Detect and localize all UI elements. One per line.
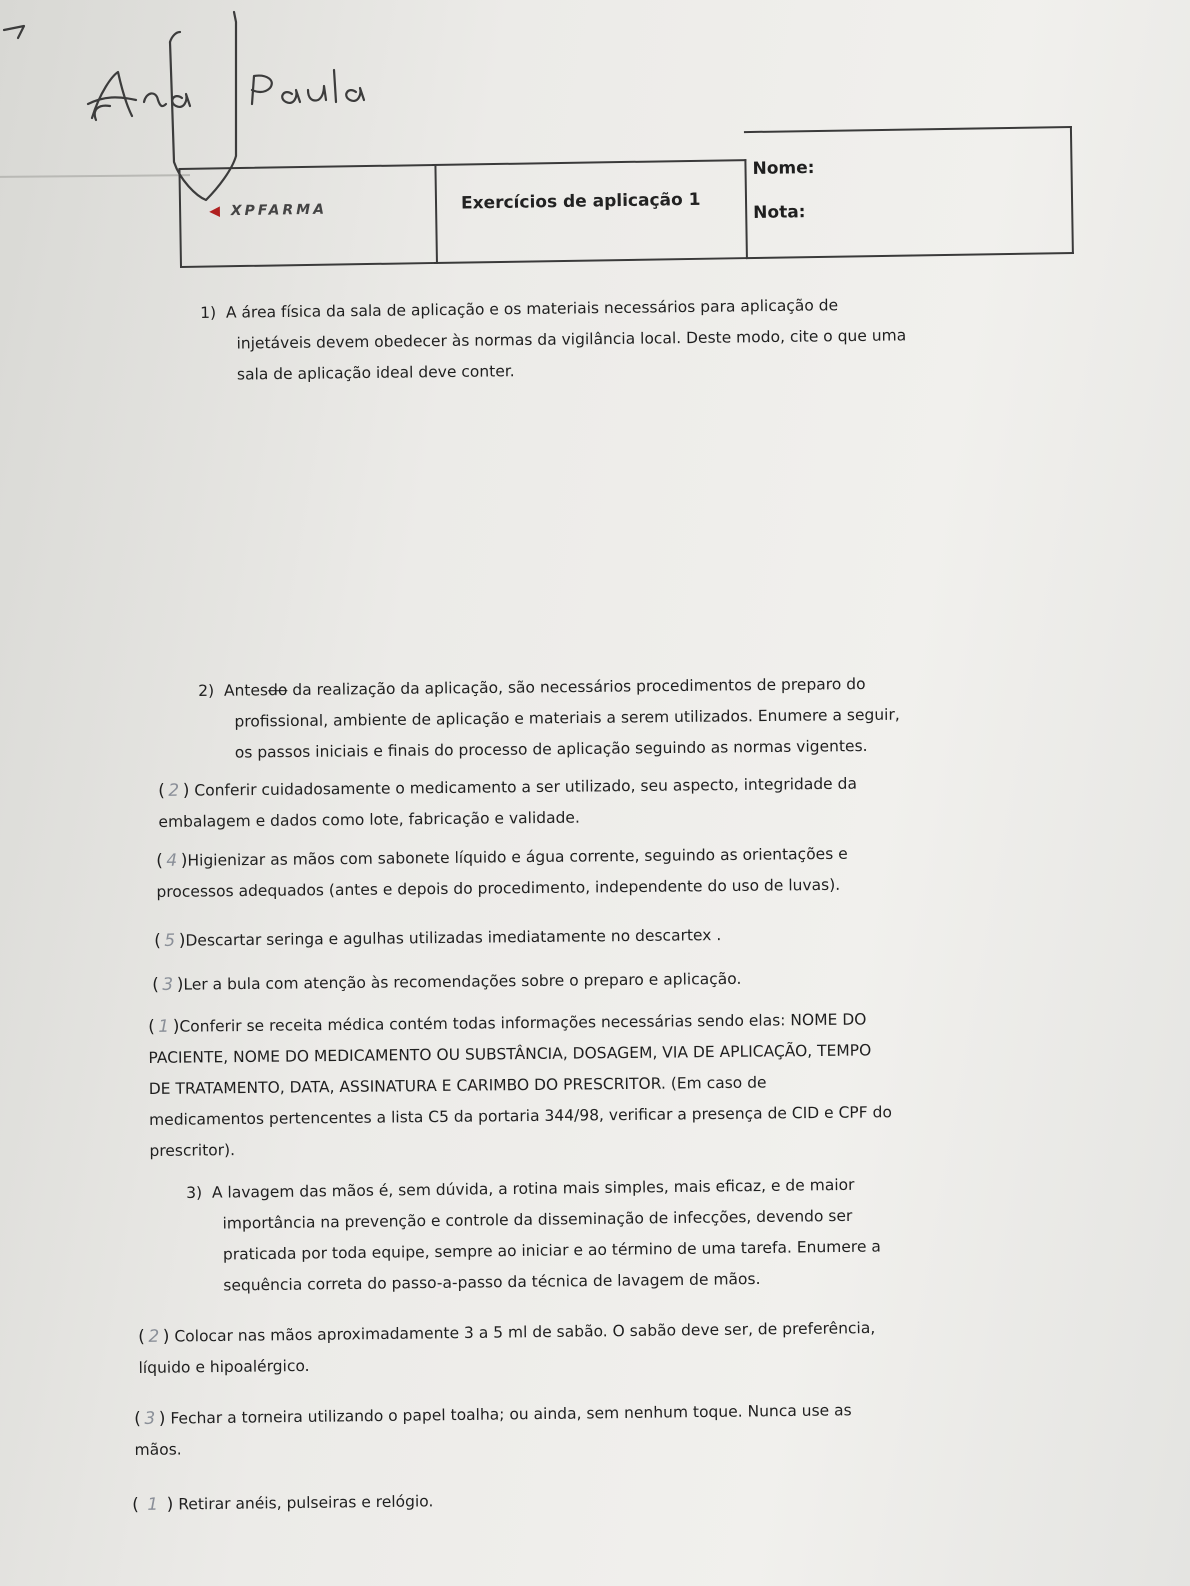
header-meta-cell [744, 126, 1074, 259]
question-2-line-1-rest: da realização da aplicação, são necessários procedimentos de preparo do [292, 675, 866, 700]
q2-item-2-open: ( [156, 850, 163, 871]
q3-item-3-line-1: Retirar anéis, pulseiras e relógio. [178, 1492, 434, 1514]
q2-item-2 [156, 839, 848, 908]
q3-item-2 [134, 1395, 852, 1466]
q2-item-4 [152, 964, 741, 1001]
q2-item-4-close: ) [176, 974, 184, 995]
question-3-line-1: A lavagem das mãos é, sem dúvida, a rotina mais simples, mais eficaz, e de maior [211, 1175, 855, 1202]
q2-item-5-line-4: medicamentos pertencentes a lista C5 da portaria 344/98, verificar a presença de CID e CPF do [149, 1103, 892, 1129]
q3-item-2-open: ( [134, 1408, 141, 1429]
q3-item-3-open: ( [132, 1494, 139, 1515]
q2-item-3-answer: 5 [164, 930, 176, 951]
q3-item-1-answer: 2 [148, 1326, 160, 1347]
q2-item-1-close: ) [182, 780, 190, 801]
q2-item-4-open: ( [152, 974, 159, 995]
question-3-line-4: sequência correta do passo-a-passo da técnica de lavagem de mãos. [223, 1269, 761, 1295]
question-1-line-1: A área física da sala de aplicação e os materiais necessários para aplicação de [225, 296, 839, 322]
worksheet-title: Exercícios de aplicação 1 [460, 189, 701, 214]
q2-item-1-open: ( [158, 780, 165, 801]
q2-item-2-line-1: Higienizar as mãos com sabonete líquido e água corrente, seguindo as orientações e [187, 844, 848, 870]
header-title-cell [432, 159, 748, 264]
logo-text: XPFARMA [230, 201, 328, 220]
q2-item-1-answer: 2 [168, 780, 180, 801]
q3-item-1-line-1: Colocar nas mãos aproximadamente 3 a 5 ml de sabão. O sabão deve ser, de preferência, [174, 1318, 876, 1346]
q2-item-4-line-1: Ler a bula com atenção às recomendações sobre o preparo e aplicação. [183, 969, 742, 994]
q2-item-5-close: ) [172, 1016, 180, 1037]
header-logo-cell [178, 164, 438, 268]
q2-item-2-answer: 4 [166, 850, 178, 871]
q3-item-1-line-2: líquido e hipoalérgico. [138, 1356, 310, 1377]
q2-item-5-answer: 1 [158, 1016, 170, 1037]
q2-item-4-answer: 3 [162, 974, 174, 995]
q3-item-2-answer: 3 [144, 1408, 156, 1429]
q2-item-5-line-5: prescritor). [149, 1141, 236, 1160]
q3-item-3-answer: 1 [147, 1494, 159, 1515]
q2-item-3-line-1: Descartar seringa e agulhas utilizadas imediatamente no descartex . [185, 926, 722, 950]
q2-item-5 [148, 1004, 892, 1167]
q3-item-3 [132, 1486, 434, 1521]
q2-item-1 [158, 769, 857, 838]
logo-arrow-icon: ◀ [209, 203, 224, 220]
question-3 [186, 1170, 881, 1302]
question-1-line-2: injetáveis devem obedecer às normas da vigilância local. Deste modo, cite o que uma [236, 326, 907, 353]
header-table [178, 126, 1074, 266]
q2-item-3-open: ( [154, 930, 161, 951]
name-label: Nome: [752, 158, 815, 179]
q2-item-1-line-2: embalagem e dados como lote, fabricação e validade. [158, 808, 580, 831]
q3-item-2-line-1: Fechar a torneira utilizando o papel toalha; ou ainda, sem nenhum toque. Nunca use as [170, 1401, 852, 1428]
question-3-line-2: importância na prevenção e controle da disseminação de infecções, devendo ser [222, 1206, 853, 1233]
question-2-struck-word: do [267, 681, 288, 700]
question-3-number: 3) [186, 1183, 203, 1202]
q2-item-2-line-2: processos adequados (antes e depois do procedimento, independente do uso de luvas). [156, 875, 841, 901]
q2-item-5-line-2: PACIENTE, NOME DO MEDICAMENTO OU SUBSTÂNCIA, DOSAGEM, VIA DE APLICAÇÃO, TEMPO [148, 1041, 872, 1067]
q3-item-1-open: ( [138, 1326, 145, 1347]
q3-item-1 [138, 1313, 876, 1384]
question-3-line-3: praticada por toda equipe, sempre ao iniciar e ao término de uma tarefa. Enumere a [222, 1237, 881, 1264]
show-through-text [240, 600, 244, 616]
question-2 [198, 669, 900, 769]
q2-item-5-open: ( [148, 1016, 155, 1037]
q3-item-2-close: ) [158, 1408, 166, 1429]
question-2-first-word: Antes [223, 681, 269, 700]
question-1-line-3: sala de aplicação ideal deve conter. [236, 362, 515, 384]
q2-item-2-close: ) [180, 850, 188, 871]
q2-item-5-line-1: Conferir se receita médica contém todas informações necessárias sendo elas: NOME DO [179, 1010, 867, 1036]
question-2-number: 2) [198, 681, 215, 700]
q2-item-3 [154, 920, 721, 957]
question-2-line-2: profissional, ambiente de aplicação e materiais a serem utilizados. Enumere a seguir, [234, 705, 900, 731]
question-2-line-3: os passos iniciais e finais do processo de aplicação seguindo as normas vigentes. [234, 736, 868, 762]
q3-item-2-line-2: mãos. [134, 1440, 182, 1459]
q3-item-3-close: ) [166, 1494, 174, 1515]
q2-item-3-close: ) [178, 930, 186, 951]
brand-logo [209, 202, 327, 220]
question-1 [200, 289, 907, 391]
grade-label: Nota: [753, 202, 806, 223]
question-1-number: 1) [200, 303, 217, 322]
q2-item-5-line-3: DE TRATAMENTO, DATA, ASSINATURA E CARIMBO DO PRESCRITOR. (Em caso de [148, 1073, 767, 1098]
q3-item-1-close: ) [162, 1326, 170, 1347]
q2-item-1-line-1: Conferir cuidadosamente o medicamento a ser utilizado, seu aspecto, integridade da [194, 774, 858, 800]
